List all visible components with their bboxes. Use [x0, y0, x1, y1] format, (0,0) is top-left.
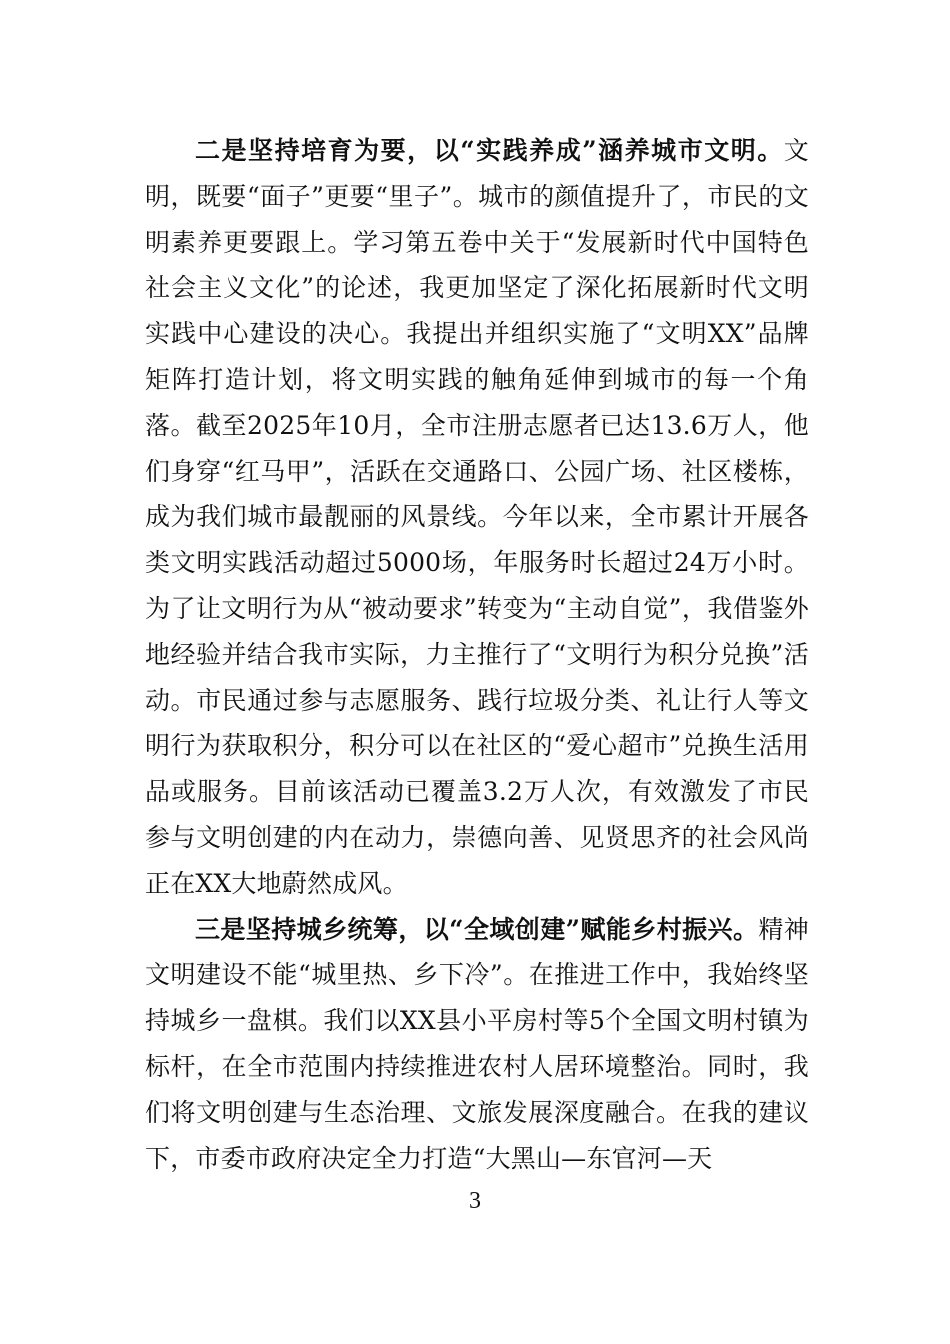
paragraph-heading: 二是坚持培育为要，以“实践养成”涵养城市文明。 — [195, 136, 784, 165]
paragraph-3 — [145, 907, 809, 1182]
paragraph-text: 文明，既要“面子”更要“里子”。城市的颜值提升了，市民的文明素养更要跟上。学习第五卷中关于“发展新时代中国特色社会主义文化”的论述，我更加坚定了深化拓展新时代文明实践中心建设的决心。我提出并组织实施了“文明XX”品牌矩阵打造计划，将文明实践的触角延伸到城市的每一个角落。截至2025年10月，全市注册志愿者已达13.6万人，他们身穿“红马甲”，活跃在交通路口、公园广场、社区楼栋，成为我们城市最靓丽的风景线。今年以来，全市累计开展各类文明实践活动超过5000场，年服务时长超过24万小时。为了让文明行为从“被动要求”转变为“主动自觉”，我借鉴外地经验并结合我市实际，力主推行了“文明行为积分兑换”活动。市民通过参与志愿服务、践行垃圾分类、礼让行人等文明行为获取积分，积分可以在社区的“爱心超市”兑换生活用品或服务。目前该活动已覆盖3.2万人次，有效激发了市民参与文明创建的内在动力，崇德向善、见贤思齐的社会风尚正在XX大地蔚然成风。 — [145, 136, 809, 898]
paragraph-heading: 三是坚持城乡统筹，以“全域创建”赋能乡村振兴。 — [195, 914, 759, 944]
document-body — [145, 128, 809, 1181]
page-number: 3 — [469, 1188, 481, 1214]
paragraph-text: 精神文明建设不能“城里热、乡下冷”。在推进工作中，我始终坚持城乡一盘棋。我们以XX县小平房村等5个全国文明村镇为标杆，在全市范围内持续推进农村人居环境整治。同时，我们将文明创建与生态治理、文旅发展深度融合。在我的建议下，市委市政府决定全力打造“大黑山—东官河—天 — [145, 914, 809, 1173]
paragraph-2 — [145, 128, 809, 907]
